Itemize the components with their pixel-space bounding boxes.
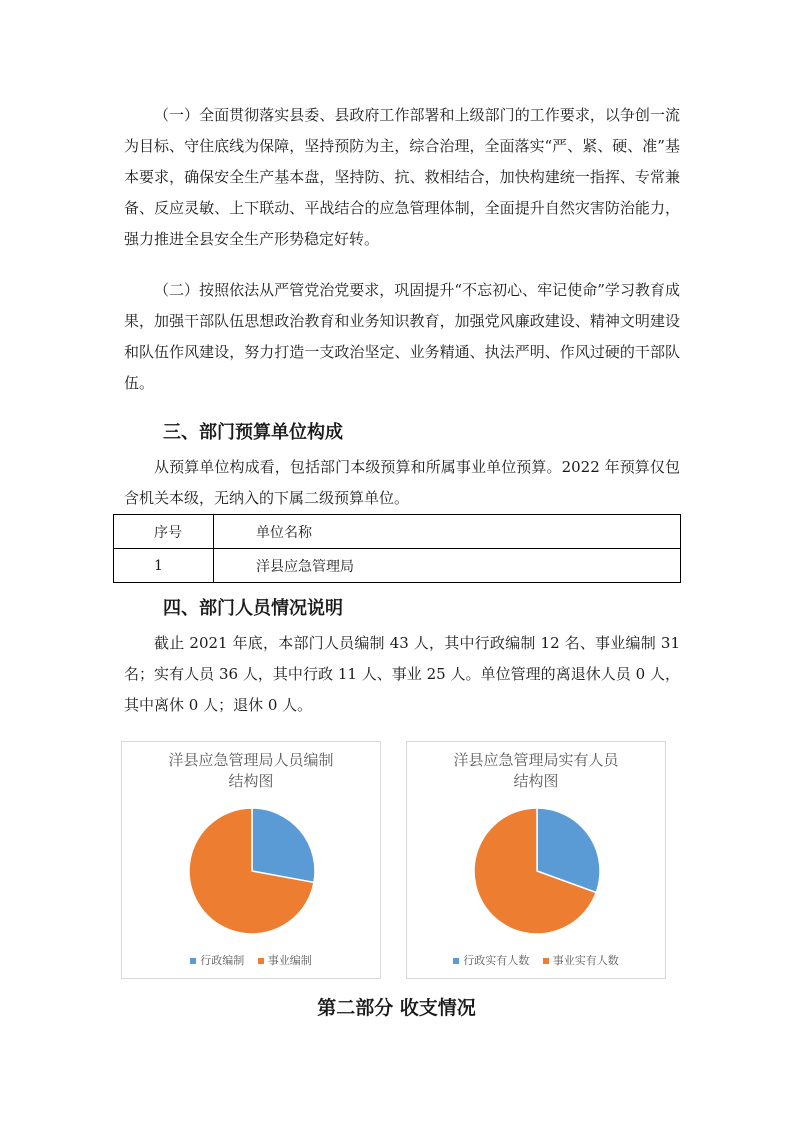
chart-title-line-1: 洋县应急管理局人员编制 [168,751,334,769]
chart-title-line-2: 结构图 [228,772,274,790]
legend-item [190,952,244,968]
legend-item [258,952,312,968]
section-heading-staff: 四、部门人员情况说明 [163,598,343,619]
legend-swatch [453,958,459,964]
chart-title-line-2: 结构图 [513,772,559,790]
pie-chart [407,742,667,980]
legend-label: 事业实有人数 [552,954,619,967]
pie-slice-administrative [252,808,315,882]
chart-title-line-1: 洋县应急管理局实有人员 [453,751,619,769]
paragraph-1: （一）全面贯彻落实县委、县政府工作部署和上级部门的工作要求，以争创一流为目标、守住底线为保障，坚持预防为主，综合治理，全面落实“严、紧、硬、准”基本要求，确保安全生产基本盘，坚持防、抗、救相结合，加快构建统一指挥、专常兼备、反应灵敏、上下联动、平战结合的应急管理体制，全面提升自然灾害防治能力，强力推进全县安全生产形势稳定好转。 [124,106,680,248]
staff-quota-chart [121,741,381,979]
legend-swatch [190,958,196,964]
legend-item [543,952,619,968]
budget-units-table [113,514,681,583]
staff-text: 截止 2021 年底，本部门人员编制 43 人，其中行政编制 12 名、事业编制 31 名；实有人员 36 人，其中行政 11 人、事业 25 人。单位管理的离退休人员 0 人，其中离休 0 人；退休 0 人。 [124,634,680,714]
section-heading-budget-units: 三、部门预算单位构成 [163,422,343,443]
part-title: 第二部分 收支情况 [317,997,476,1019]
table-header-row [114,515,681,549]
pie-chart [122,742,382,980]
table-cell-index: 1 [114,549,214,583]
paragraph-2: （二）按照依法从严管党治党要求，巩固提升“不忘初心、牢记使命”学习教育成果，加强干部队伍思想政治教育和业务知识教育，加强党风廉政建设、精神文明建设和队伍作风建设，努力打造一支政治坚定、业务精通、执法严明、作风过硬的干部队伍。 [124,281,680,392]
table-cell-unit-name: 洋县应急管理局 [214,549,681,583]
legend-swatch [543,958,549,964]
chart-legend [122,952,380,968]
table-header-unit-name: 单位名称 [214,515,681,549]
chart-legend [407,952,665,968]
table-row [114,549,681,583]
legend-label: 行政编制 [200,954,245,967]
table-header-index: 序号 [114,515,214,549]
budget-units-text: 从预算单位构成看，包括部门本级预算和所属事业单位预算。2022 年预算仅包含机关本级，无纳入的下属二级预算单位。 [124,458,680,507]
legend-label: 事业编制 [267,954,312,967]
actual-staff-chart [406,741,666,979]
legend-item [453,952,529,968]
legend-label: 行政实有人数 [463,954,530,967]
legend-swatch [258,958,264,964]
